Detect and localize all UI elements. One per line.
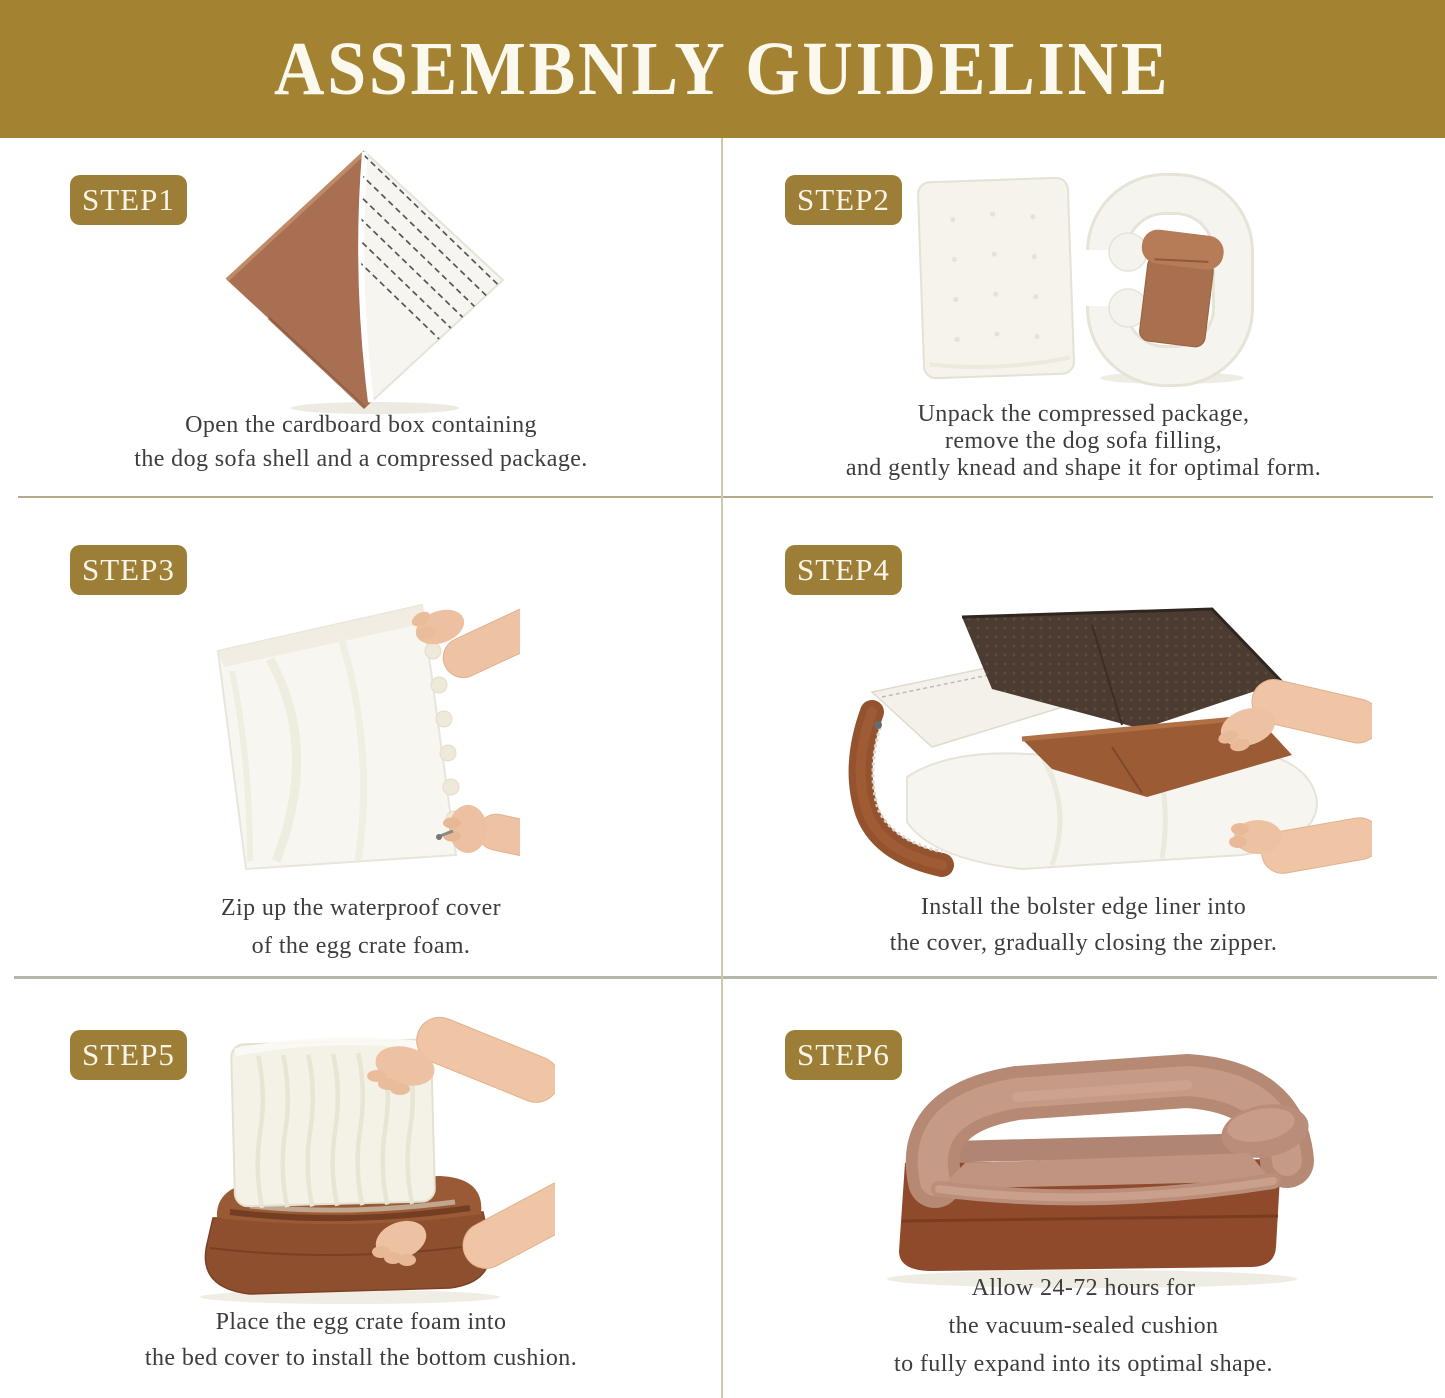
step-panel-6 [722,978,1445,1398]
header-banner [0,0,1445,138]
page-title: ASSEMBNLY GUIDELINE [274,26,1171,111]
step-panel-1 [0,138,722,497]
step2-badge: STEP2 [785,175,902,225]
step4-badge: STEP4 [785,545,902,595]
step5-caption [0,1304,722,1376]
foam-pad [918,177,1075,378]
step1-badge: STEP1 [70,175,187,225]
caption-line: of the egg crate foam. [251,933,471,959]
column-divider [721,138,723,1398]
caption-line: Zip up the waterproof cover [220,895,502,921]
zipper-pull-icon [436,834,442,840]
caption-line: to fully expand into its optimal shape. [894,1351,1273,1377]
step3-caption [0,889,722,965]
step4-product-image [812,597,1372,897]
step-panel-5 [0,978,722,1398]
step3-badge: STEP3 [70,545,187,595]
row-divider-2 [14,976,1437,979]
step6-badge: STEP6 [785,1030,902,1080]
step1-product-image [205,146,525,416]
caption-line: Allow 24-72 hours for [971,1275,1196,1301]
step6-caption [722,1269,1445,1383]
step6-product-image [857,1013,1337,1293]
step1-caption [0,408,722,476]
compressed-package [361,152,503,402]
step5-product-image [155,1016,555,1306]
step5-badge: STEP5 [70,1030,187,1080]
zipper-pull-icon [874,721,882,729]
caption-line: the cover, gradually closing the zipper. [889,930,1278,956]
step2-product-image [907,166,1257,396]
step2-caption [722,401,1445,482]
caption-line: Install the bolster edge liner into [920,894,1247,920]
step4-caption [722,889,1445,961]
caption-line: and gently knead and shape it for optimal form. [845,455,1322,481]
caption-line: remove the dog sofa filling, [944,428,1223,454]
caption-line: Place the egg crate foam into [215,1309,507,1335]
step3-product-image [190,589,520,879]
row-divider-1 [18,496,1433,498]
step-panel-2 [722,138,1445,497]
caption-line: the vacuum-sealed cushion [948,1313,1219,1339]
step-panel-3 [0,497,722,978]
step-panel-4 [722,497,1445,978]
caption-line: Open the cardboard box containing [185,412,537,438]
caption-line: the dog sofa shell and a compressed package. [134,446,588,472]
caption-line: Unpack the compressed package, [917,401,1250,427]
caption-line: the bed cover to install the bottom cushion. [144,1345,578,1371]
